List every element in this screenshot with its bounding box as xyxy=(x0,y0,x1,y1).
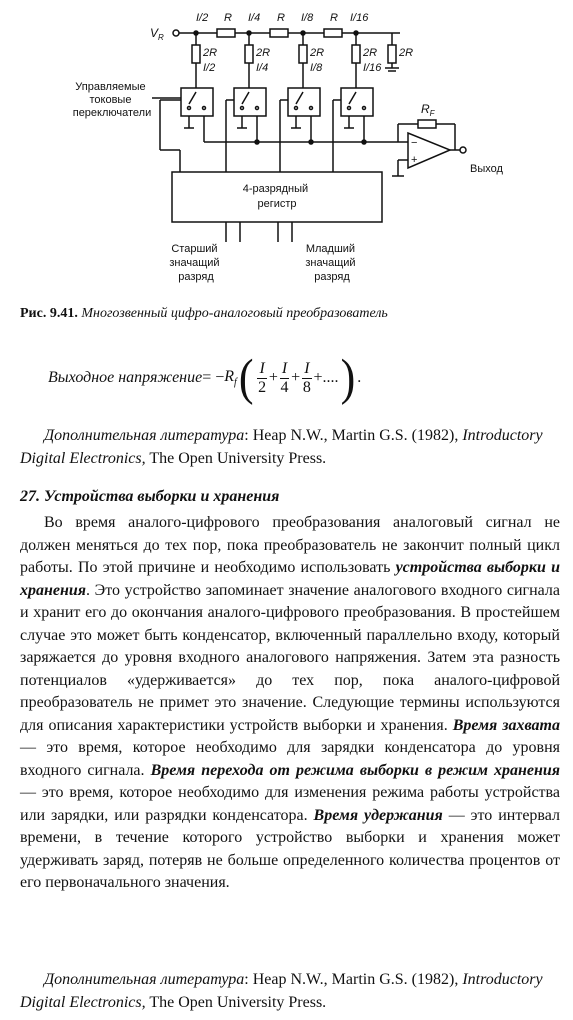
reference-1: Дополнительная литература: Heap N.W., Martin G.S. (1982), Introductory Digital Electronics, The Open University Press. xyxy=(20,427,543,467)
output-label: Выход xyxy=(470,163,503,175)
branch-res-3: 2R xyxy=(310,47,325,59)
branch-current-2: I/4 xyxy=(256,62,269,74)
figure-caption: Рис. 9.41. Многозвенный цифро-аналоговый преобразователь xyxy=(20,306,388,321)
vr-label: $V_R$ xyxy=(150,26,164,42)
dac-circuit-diagram xyxy=(0,0,573,300)
branch-res-2: 2R xyxy=(256,47,271,59)
svg-text:+: + xyxy=(411,154,418,166)
r-label-3: R xyxy=(330,12,338,24)
top-current-4: I/16 xyxy=(350,12,369,24)
output-voltage-formula: Выходное напряжение = − $R_f$ ( $\frac{I}{2}$ + $\frac{I}{4}$ + $\frac{I}{8}$ +.... ) . xyxy=(48,349,362,406)
top-current-2: I/4 xyxy=(248,12,261,24)
branch-current-1: I/2 xyxy=(203,62,216,74)
switches-label: Управляемые токовые переключатели xyxy=(72,81,152,119)
section-body: Во время аналого-цифрового преобразования аналоговый сигнал не должен меняться до тех пор, пока преобразователь не закончит полный цикл работы. По этой причине и необходимо использовать устройства выборки и хранения. Это устройство запоминает значение аналогового входного сигнала и хранит его до окончания аналого-цифрового преобразования. В простейшем случае это может быть конденсатор, включенный параллельно входу, который заряжается до уровня входного аналогового напряжения. Затем эта разность потенциалов «удерживается» до тех пор, пока аналого-цифровой преобразователь не примет это значение. Следующие термины используются для описания характеристики устройств выборки и хранения. Время захвата — это время, которое необходимо для зарядки конденсатора до уровня входного сигнала. Время перехода от режима выборки в режим хранения — это время, которое необходимо для изменения режима работы устройства или зарядки, или разрядки конденсатора. Время удержания — это интервал времени, в течение которого устройство выборки и хранения может удерживать заряд, потеряв не больше определенного количества процентов от его первоначального значения. xyxy=(20,514,561,891)
top-current-1: I/2 xyxy=(196,12,209,24)
top-current-3: I/8 xyxy=(301,12,314,24)
section-title: 27. Устройства выборки и хранения xyxy=(20,488,280,505)
branch-res-1: 2R xyxy=(203,47,218,59)
msb-label: Старший значащий разряд xyxy=(169,243,220,283)
branch-current-4: I/16 xyxy=(363,62,382,74)
switches xyxy=(181,88,373,128)
register-box xyxy=(172,172,382,222)
r-label-2: R xyxy=(277,12,285,24)
lsb-label: Младший значащий разряд xyxy=(305,243,356,283)
terminating-res: 2R xyxy=(399,47,414,59)
reference-2: Дополнительная литература: Heap N.W., Martin G.S. (1982), Introductory Digital Electronics, The Open University Press. xyxy=(20,971,543,1011)
rf-label: $R_F$ xyxy=(421,102,435,118)
branch-res-4: 2R xyxy=(363,47,378,59)
svg-text:−: − xyxy=(411,137,418,149)
branch-current-3: I/8 xyxy=(310,62,323,74)
register-label: 4-разрядный регистр xyxy=(242,183,309,210)
r-label-1: R xyxy=(224,12,232,24)
